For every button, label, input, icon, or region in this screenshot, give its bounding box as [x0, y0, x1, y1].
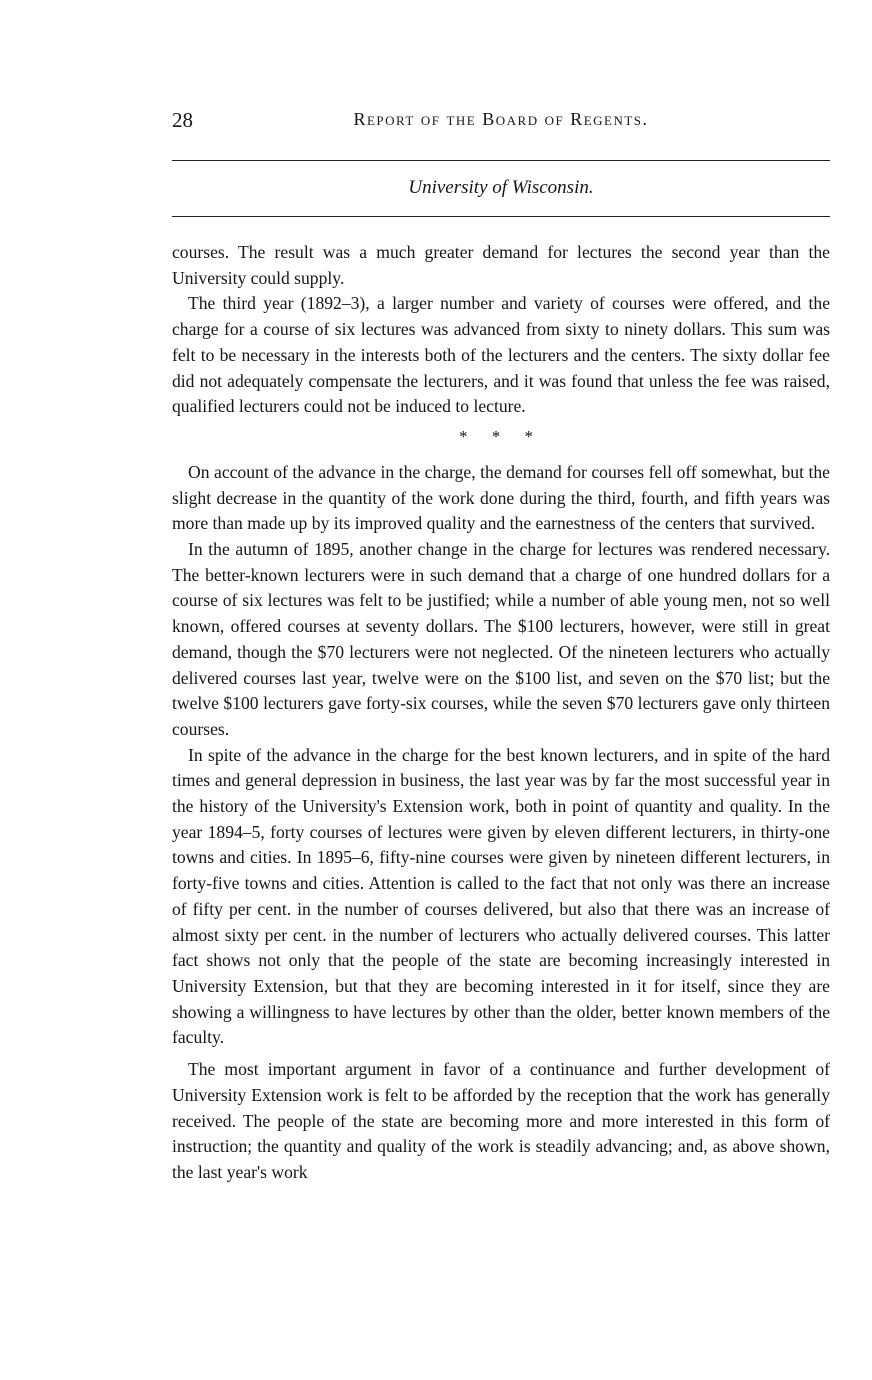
paragraph-autumn-1895: In the autumn of 1895, another change in the charge for lectures was rendered necessary. The better-known lecturers were in such demand that a charge of one hundred dollars for a course of six lectures was felt to be justified; while a number of able young men, not so well known, offered courses at seventy dollars. The $100 lecturers, however, were still in great demand, though the $70 lecturers were not neglected. Of the nineteen lecturers who actually delivered courses last year, twelve were on the $100 list, and seven on the $70 list; but the twelve $100 lecturers gave forty-six courses, while the seven $70 lecturers gave only thirteen courses. [172, 539, 830, 739]
paragraph-advance-in-charge: On account of the advance in the charge, the demand for courses fell off somewhat, but the slight decrease in the quantity of the work done during the third, fourth, and fifth years was more than made up by its improved quality and the earnestness of the centers that survived. [172, 461, 830, 534]
top-rule [172, 160, 830, 161]
section-heading: University of Wisconsin. [408, 177, 594, 198]
bottom-rule [172, 216, 830, 217]
report-title: Report of the Board of Regents. [353, 109, 649, 129]
paragraph-third-year: The third year (1892–3), a larger number and variety of courses were offered, and the charge for a course of six lectures was advanced from sixty to ninety dollars. This sum was felt to be necessary in the interests both of the lecturers and the centers. The sixty dollar fee did not adequately compensate the lecturers, and it was found that unless the fee was raised, qualified lecturers could not be induced to lecture. [172, 293, 830, 417]
page-number: 28 [172, 108, 193, 132]
paragraph-important-argument: The most important argument in favor of a continuance and further development of University Extension work is felt to be afforded by the reception that the work has generally received. The people of the state are becoming more and more interested in this form of instruction; the quantity and quality of the work is steadily advancing; and, as above shown, the last year's work [172, 1059, 830, 1182]
paragraph-continuation: courses. The result was a much greater demand for lectures the second year than the University could supply. [172, 242, 830, 288]
running-head [172, 108, 830, 134]
paragraph-hard-times: In spite of the advance in the charge for the best known lecturers, and in spite of the hard times and general depression in business, the last year was by far the most successful year in the history of the University's Extension work, both in point of quantity and quality. In the year 1894–5, forty courses of lectures were given by eleven different lecturers, in thirty-one towns and cities. In 1895–6, fifty-nine courses were given by nineteen different lecturers, in forty-five towns and cities. Attention is called to the fact that not only was there an increase of fifty per cent. in the number of courses delivered, but also that there was an increase of almost sixty per cent. in the number of lecturers who actually delivered courses. This latter fact shows not only that the people of the state are becoming increasingly interested in University Extension, but that they are becoming interested in it for itself, since they are showing a willingness to have lectures by other than the older, better known members of the faculty. [172, 744, 830, 1048]
section-break-asterisks: * * * [459, 426, 543, 446]
body-text [172, 240, 830, 1186]
